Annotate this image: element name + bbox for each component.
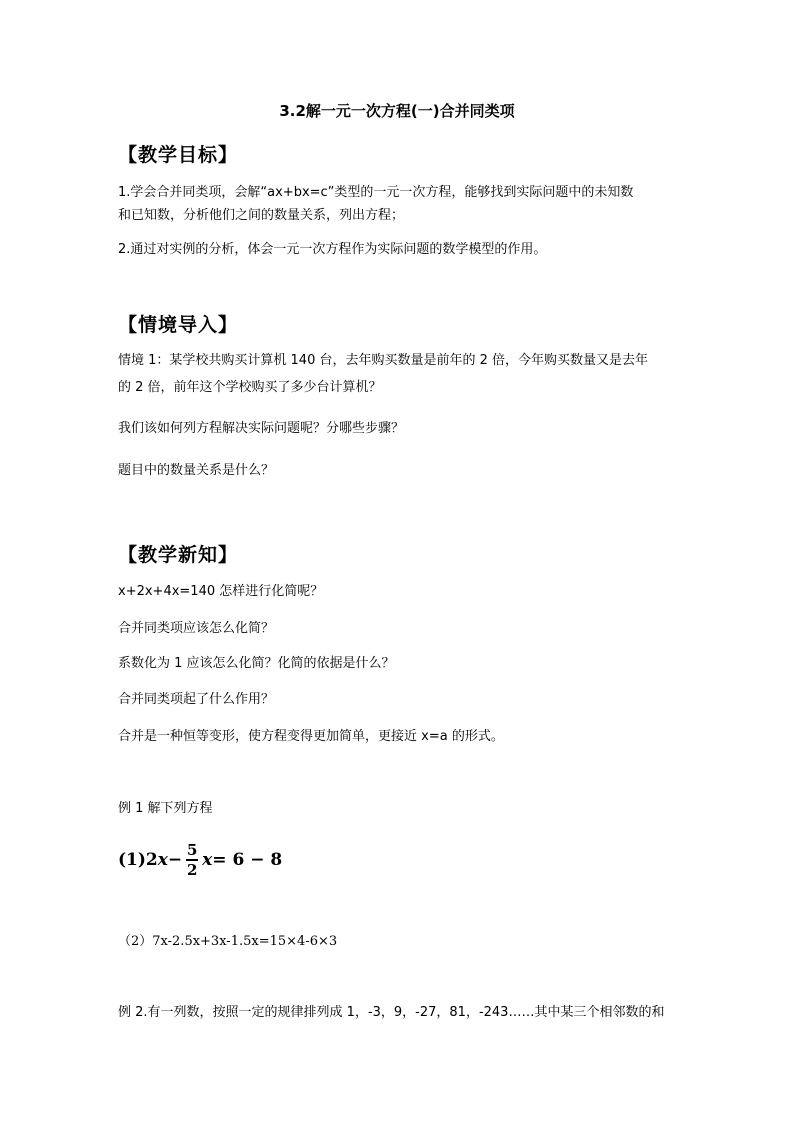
knowledge-question-3: 系数化为 1 应该怎么化简？化简的依据是什么？: [118, 656, 395, 671]
goal-item-2: 2.通过对实例的分析，体会一元一次方程作为实际问题的数学模型的作用。: [118, 242, 547, 257]
fraction: [186, 841, 198, 879]
section-heading-intro: 【情境导入】: [118, 314, 239, 336]
knowledge-question-1: x+2x+4x=140 怎样进行化简呢？: [118, 584, 324, 599]
example-1-heading: 例 1 解下列方程: [118, 801, 213, 816]
goal-item-1-line-1: 1.学会合并同类项，会解“ax+bx=c”类型的一元一次方程，能够找到实际问题中的未知数: [118, 185, 634, 200]
section-heading-goals: 【教学目标】: [118, 144, 239, 166]
intro-scenario-line-1: 情境 1：某学校共购买计算机 140 台，去年购买数量是前年的 2 倍，今年购买数量又是去年: [118, 353, 649, 368]
intro-question-1: 我们该如何列方程解决实际问题呢？分哪些步骤？: [118, 421, 405, 436]
page-title: 3.2解一元一次方程(一)合并同类项: [279, 102, 515, 120]
section-heading-new-knowledge: 【教学新知】: [118, 544, 239, 566]
equation-label: (1): [118, 850, 146, 870]
example-1-equation-1: [118, 836, 282, 884]
knowledge-question-4: 合并同类项起了什么作用？: [118, 692, 275, 707]
example-1-equation-2: （2）7x-2.5x+3x-1.5x=15×4-6×3: [118, 934, 338, 949]
intro-scenario-line-2: 的 2 倍，前年这个学校购买了多少台计算机？: [118, 380, 382, 395]
variable-x: x: [202, 850, 213, 870]
fraction-numerator: 5: [186, 841, 198, 860]
example-2-text: 例 2.有一列数，按照一定的规律排列成 1，-3，9，-27，81，-243……其中某三个相邻数的和: [118, 1005, 665, 1020]
equation-rhs: = 6 − 8: [212, 850, 283, 870]
intro-question-2: 题目中的数量关系是什么？: [118, 463, 275, 478]
coefficient: 2: [145, 850, 158, 870]
goal-item-1-line-2: 和已知数，分析他们之间的数量关系，列出方程；: [118, 208, 405, 223]
variable-x: x: [157, 850, 168, 870]
minus-sign: −: [167, 850, 183, 870]
fraction-denominator: 2: [186, 860, 198, 879]
knowledge-question-2: 合并同类项应该怎么化简？: [118, 621, 275, 636]
knowledge-statement: 合并是一种恒等变形，使方程变得更加简单，更接近 x=a 的形式。: [118, 729, 504, 744]
